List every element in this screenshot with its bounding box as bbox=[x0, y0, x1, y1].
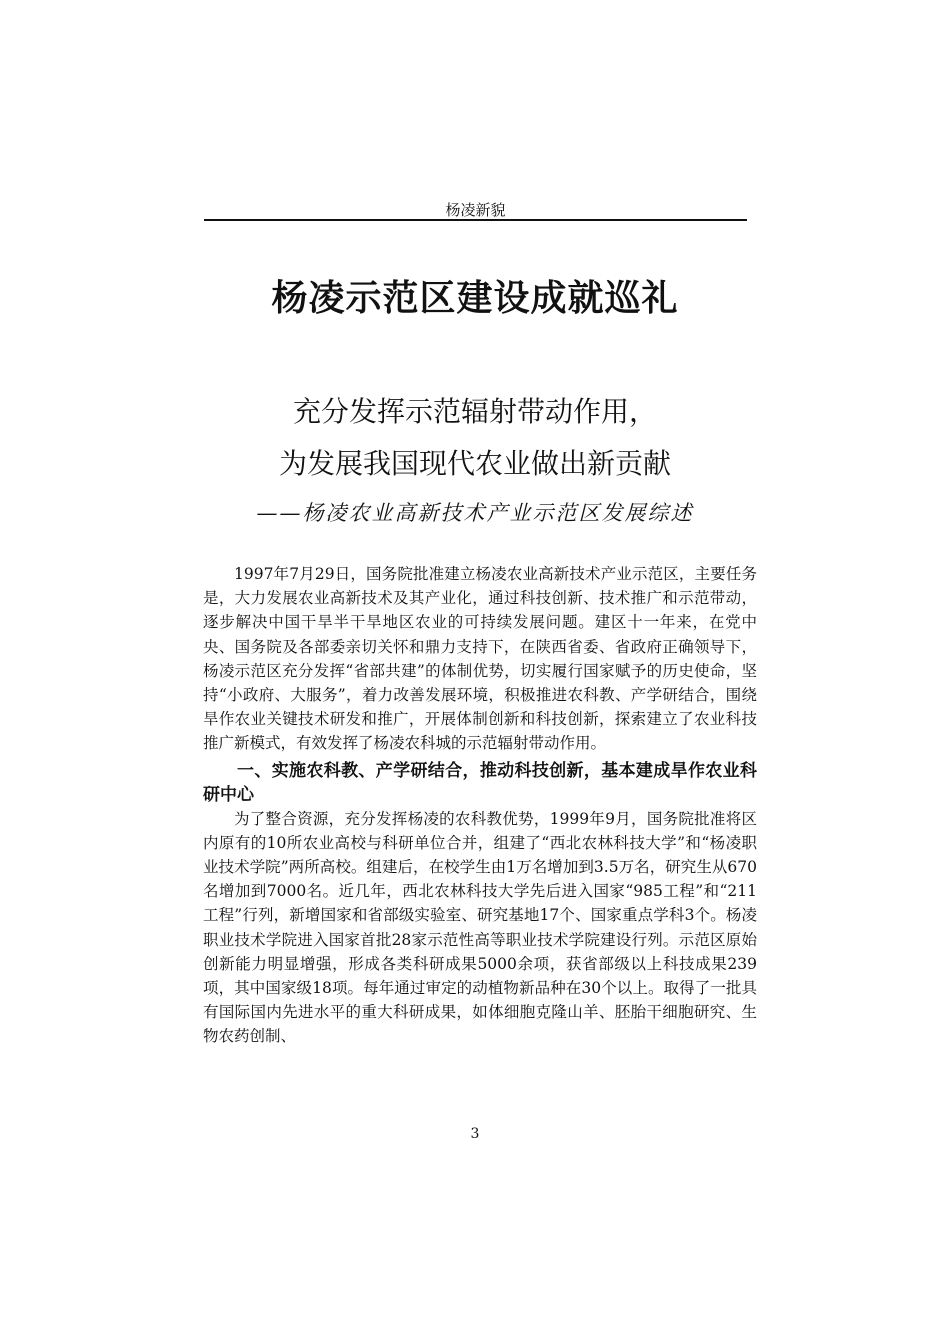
article-tagline: ——杨凌农业高新技术产业示范区发展综述 bbox=[256, 501, 694, 525]
header-rule bbox=[204, 219, 747, 221]
page-number: 3 bbox=[470, 1126, 480, 1142]
article-subtitle-line-2: 为发展我国现代农业做出新贡献 bbox=[278, 447, 671, 480]
paragraph-section-1: 为了整合资源，充分发挥杨凌的农科教优势，1999年9月，国务院批准将区内原有的10所农业高校与科研单位合并，组建了“西北农林科技大学”和“杨凌职业技术学院”两所高校。组建后，在校学生由1万名增加到3.5万名，研究生从670名增加到7000名。近几年，西北农林科技大学先后进入国家“985工程”和“211工程”行列，新增国家和省部级实验室、研究基地17个、国家重点学科3个。杨凌职业技术学院进入国家首批28家示范性高等职业技术学院建设行列。示范区原始创新能力明显增强，形成各类科研成果5000余项，获省部级以上科技成果239项，其中国家级18项。每年通过审定的动植物新品种在30个以上。取得了一批具有国际国内先进水平的重大科研成果，如体细胞克隆山羊、胚胎干细胞研究、生物农药创制、 bbox=[203, 809, 757, 1046]
article-title: 杨凌示范区建设成就巡礼 bbox=[271, 277, 679, 319]
running-header: 杨凌新貌 bbox=[445, 201, 506, 219]
section-heading-1: 一、实施农科教、产学研结合，推动科技创新，基本建成旱作农业科研中心 bbox=[203, 760, 757, 805]
article-subtitle-line-1: 充分发挥示范辐射带动作用， bbox=[292, 395, 657, 428]
paragraph-intro: 1997年7月29日，国务院批准建立杨凌农业高新技术产业示范区，主要任务是，大力发展农业高新技术及其产业化，通过科技创新、技术推广和示范带动，逐步解决中国干旱半干旱地区农业的可持续发展问题。建区十一年来，在党中央、国务院及各部委亲切关怀和鼎力支持下，在陕西省委、省政府正确领导下，杨凌示范区充分发挥“省部共建”的体制优势，切实履行国家赋予的历史使命，坚持“小政府、大服务”，着力改善发展环境，积极推进农科教、产学研结合，围绕旱作农业关键技术研发和推广，开展体制创新和科技创新，探索建立了农业科技推广新模式，有效发挥了杨凌农科城的示范辐射带动作用。 bbox=[203, 565, 757, 753]
article-body bbox=[203, 562, 757, 1049]
